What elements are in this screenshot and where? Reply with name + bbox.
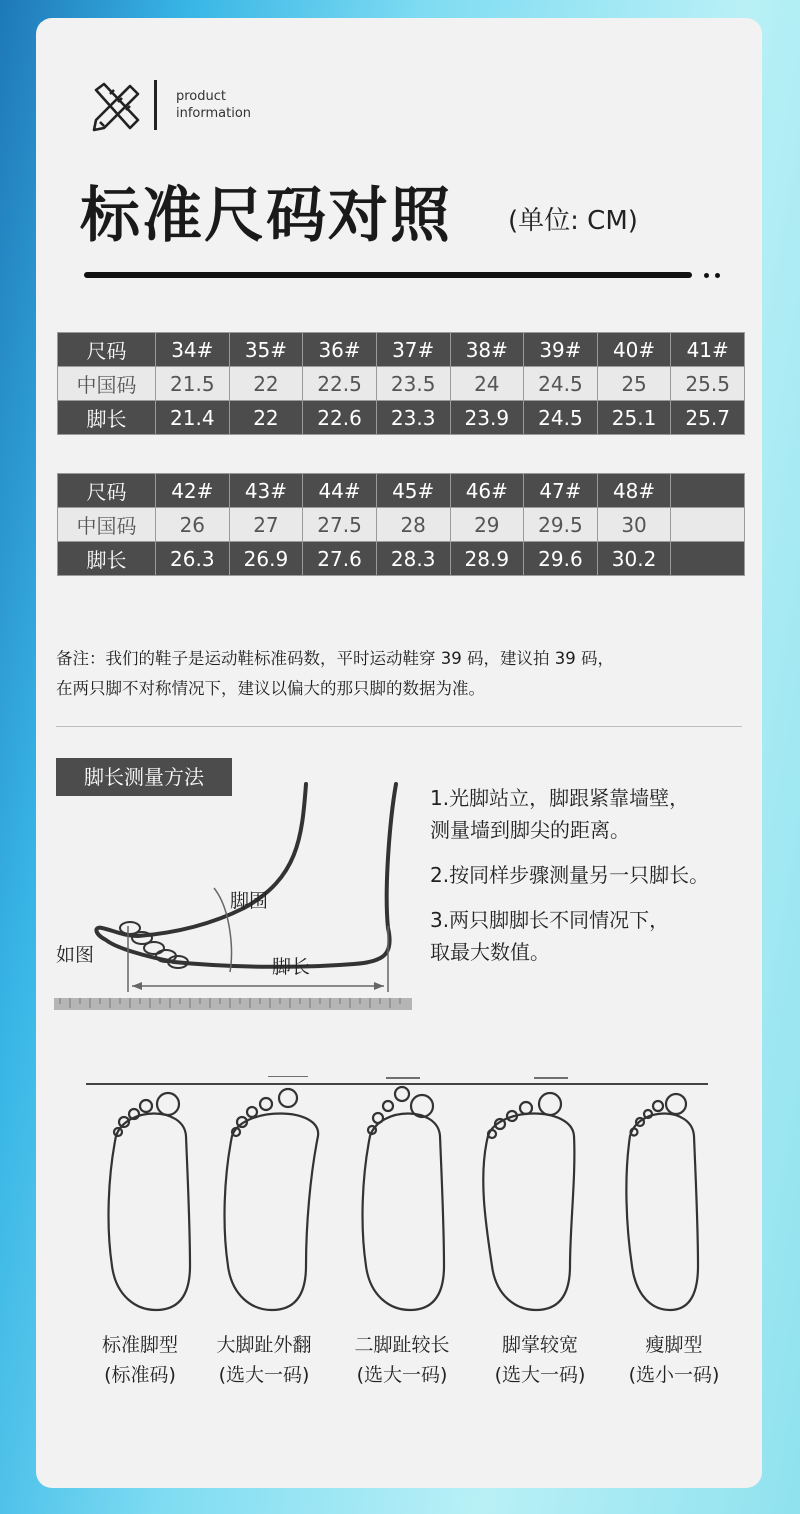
foot-type-advice: (选小一码) xyxy=(628,1364,720,1386)
size-cell: 48# xyxy=(597,474,671,508)
foot-type-name: 瘦脚型 xyxy=(645,1334,703,1356)
brand-line2: information xyxy=(176,106,252,121)
foot-type-advice: (选大一码) xyxy=(218,1364,310,1386)
size-row xyxy=(58,367,745,401)
size-cell: 24 xyxy=(450,367,524,401)
row-header: 尺码 xyxy=(58,333,156,367)
step-3 xyxy=(430,904,709,968)
row-header: 中国码 xyxy=(58,367,156,401)
section-divider xyxy=(56,726,742,727)
size-row xyxy=(58,508,745,542)
foot-slim xyxy=(626,1114,698,1311)
size-cell: 27.6 xyxy=(303,542,377,576)
size-cell xyxy=(671,542,745,576)
step-2-line1: 2.按同样步骤测量另一只脚长。 xyxy=(430,863,710,887)
size-table-1 xyxy=(57,332,745,435)
size-cell: 25 xyxy=(597,367,671,401)
decor-dot xyxy=(704,273,709,278)
size-cell: 42# xyxy=(156,474,230,508)
step-1-line2: 测量墙到脚尖的距离。 xyxy=(430,818,630,842)
foot-type-advice: (选大一码) xyxy=(494,1364,586,1386)
size-cell: 28.9 xyxy=(450,542,524,576)
size-cell: 37# xyxy=(376,333,450,367)
size-row xyxy=(58,542,745,576)
size-cell: 35# xyxy=(229,333,303,367)
size-cell: 22.6 xyxy=(303,401,377,435)
size-cell: 29.5 xyxy=(524,508,598,542)
size-cell: 25.7 xyxy=(671,401,745,435)
row-header: 尺码 xyxy=(58,474,156,508)
size-cell: 36# xyxy=(303,333,377,367)
size-cell: 29 xyxy=(450,508,524,542)
unit-label: (单位: CM) xyxy=(508,206,638,236)
step-1-line1: 1.光脚站立，脚跟紧靠墙壁， xyxy=(430,786,690,810)
foot-standard xyxy=(109,1114,190,1311)
step-3-line2: 取最大数值。 xyxy=(430,940,550,964)
size-table-2 xyxy=(57,473,745,576)
remark-line1: 备注：我们的鞋子是运动鞋标准码数，平时运动鞋穿 39 码，建议拍 39 码， xyxy=(56,649,614,668)
figure-label: 如图 xyxy=(56,944,95,966)
size-cell xyxy=(671,508,745,542)
brand-line1: product xyxy=(176,89,227,104)
size-cell: 43# xyxy=(229,474,303,508)
size-cell: 27 xyxy=(229,508,303,542)
pencil-ruler-icon xyxy=(90,82,142,132)
size-cell: 38# xyxy=(450,333,524,367)
size-cell: 27.5 xyxy=(303,508,377,542)
step-1 xyxy=(430,782,709,846)
length-label: 脚长 xyxy=(272,956,311,978)
step-3-line1: 3.两只脚脚长不同情况下， xyxy=(430,908,670,932)
method-section-label: 脚长测量方法 xyxy=(56,758,232,796)
girth-label: 脚围 xyxy=(230,890,269,912)
size-cell xyxy=(671,474,745,508)
size-cell: 34# xyxy=(156,333,230,367)
row-header: 脚长 xyxy=(58,401,156,435)
size-cell: 25.1 xyxy=(597,401,671,435)
size-cell: 39# xyxy=(524,333,598,367)
size-row xyxy=(58,401,745,435)
foot-type-name: 标准脚型 xyxy=(101,1334,178,1356)
foot-type-advice: (选大一码) xyxy=(356,1364,448,1386)
foot-type-name: 脚掌较宽 xyxy=(501,1334,578,1356)
size-row xyxy=(58,474,745,508)
foot-type-wide xyxy=(470,1330,610,1390)
foot-long-second-toe xyxy=(363,1114,444,1311)
size-cell: 23.5 xyxy=(376,367,450,401)
size-cell: 41# xyxy=(671,333,745,367)
size-cell: 21.5 xyxy=(156,367,230,401)
brand-divider xyxy=(154,80,157,130)
page-title: 标准尺码对照 xyxy=(80,181,452,251)
size-cell: 40# xyxy=(597,333,671,367)
size-cell: 26.9 xyxy=(229,542,303,576)
size-cell: 23.3 xyxy=(376,401,450,435)
size-cell: 22.5 xyxy=(303,367,377,401)
size-cell: 30.2 xyxy=(597,542,671,576)
size-cell: 25.5 xyxy=(671,367,745,401)
size-cell: 22 xyxy=(229,367,303,401)
size-cell: 28 xyxy=(376,508,450,542)
size-cell: 23.9 xyxy=(450,401,524,435)
foot-type-slim xyxy=(604,1330,744,1390)
brand-text xyxy=(176,88,251,122)
size-cell: 24.5 xyxy=(524,367,598,401)
remark xyxy=(56,644,746,704)
row-header: 中国码 xyxy=(58,508,156,542)
size-cell: 29.6 xyxy=(524,542,598,576)
row-header: 脚长 xyxy=(58,542,156,576)
title-underline xyxy=(84,272,692,278)
size-cell: 47# xyxy=(524,474,598,508)
foot-types-illustration xyxy=(86,1076,708,1326)
size-cell: 30 xyxy=(597,508,671,542)
size-cell: 28.3 xyxy=(376,542,450,576)
size-cell: 26.3 xyxy=(156,542,230,576)
size-cell: 44# xyxy=(303,474,377,508)
step-2 xyxy=(430,859,709,891)
foot-type-advice: (标准码) xyxy=(104,1364,176,1386)
size-cell: 26 xyxy=(156,508,230,542)
size-cell: 21.4 xyxy=(156,401,230,435)
foot-wide xyxy=(483,1114,574,1311)
size-cell: 45# xyxy=(376,474,450,508)
size-cell: 46# xyxy=(450,474,524,508)
size-cell: 22 xyxy=(229,401,303,435)
content-card xyxy=(36,18,762,1488)
foot-type-long-second-toe xyxy=(332,1330,472,1390)
foot-type-name: 二脚趾较长 xyxy=(354,1334,450,1356)
remark-line2: 在两只脚不对称情况下，建议以偏大的那只脚的数据为准。 xyxy=(56,679,485,698)
foot-type-name: 大脚趾外翻 xyxy=(216,1334,312,1356)
size-row xyxy=(58,333,745,367)
foot-type-standard xyxy=(70,1330,210,1390)
size-cell: 24.5 xyxy=(524,401,598,435)
decor-dot xyxy=(715,273,720,278)
foot-type-bunion xyxy=(194,1330,334,1390)
foot-bunion xyxy=(225,1114,319,1311)
measure-steps xyxy=(430,782,709,981)
